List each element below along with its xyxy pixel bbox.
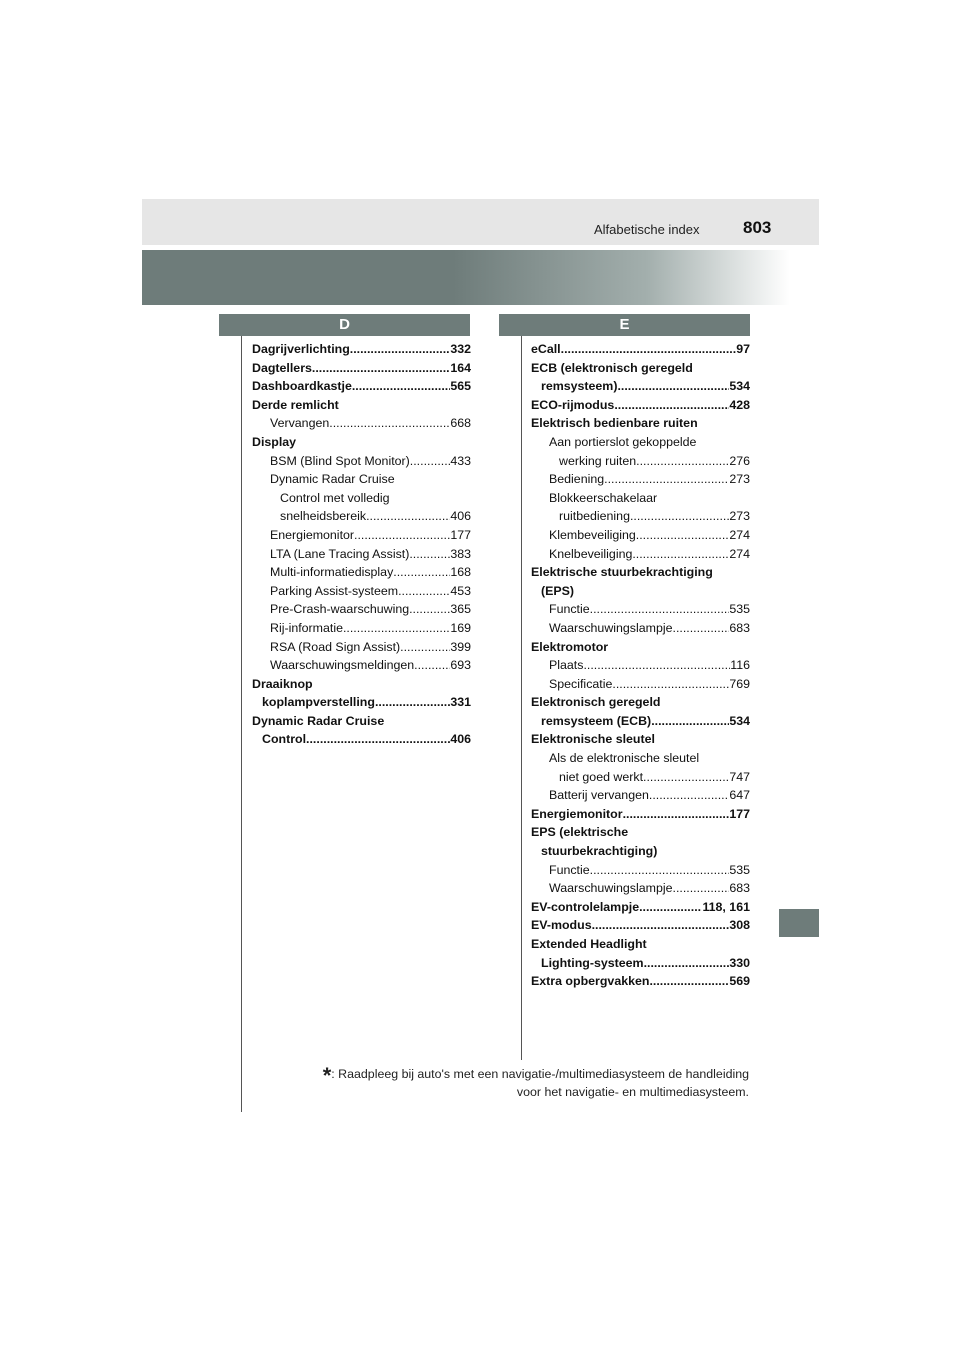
index-entry bbox=[531, 563, 750, 600]
index-entry-line bbox=[531, 600, 750, 619]
index-entry-line bbox=[252, 340, 471, 359]
page-ref: 693 bbox=[450, 658, 471, 673]
dot-leader bbox=[409, 600, 450, 619]
index-term: ruitbediening bbox=[559, 509, 630, 524]
index-entry-line bbox=[531, 972, 750, 991]
index-term: Waarschuwingsmeldingen bbox=[270, 658, 415, 673]
index-term: remsysteem) bbox=[541, 379, 618, 394]
dot-leader bbox=[329, 414, 450, 433]
index-entry bbox=[531, 898, 750, 917]
column-divider-left bbox=[241, 336, 242, 1112]
index-term: Elektronisch geregeld bbox=[531, 695, 661, 710]
page-ref: 169 bbox=[450, 620, 471, 635]
index-entry bbox=[531, 600, 750, 619]
page-ref: 177 bbox=[450, 527, 471, 542]
index-term: Dagtellers bbox=[252, 360, 312, 375]
index-entry bbox=[531, 470, 750, 489]
page-ref: 383 bbox=[450, 546, 471, 561]
index-entry-line bbox=[252, 638, 471, 657]
index-term: Batterij vervangen bbox=[549, 788, 649, 803]
index-term: Energiemonitor bbox=[270, 527, 355, 542]
section-title: Alfabetische index bbox=[594, 222, 700, 237]
page-ref: 565 bbox=[450, 379, 471, 394]
index-entry-line bbox=[531, 452, 750, 471]
index-entry bbox=[531, 396, 750, 415]
chapter-side-tab bbox=[779, 909, 819, 937]
index-term: Control met volledig bbox=[280, 490, 390, 505]
page-ref: 406 bbox=[450, 509, 471, 524]
index-entry bbox=[252, 433, 471, 452]
index-entry-line bbox=[531, 786, 750, 805]
index-letter-e: E bbox=[499, 314, 750, 336]
index-entry-line bbox=[252, 526, 471, 545]
index-entry bbox=[531, 545, 750, 564]
index-entry-line bbox=[252, 693, 471, 712]
index-entry-line bbox=[252, 377, 471, 396]
index-entry bbox=[531, 879, 750, 898]
index-term: Elektromotor bbox=[531, 639, 609, 654]
page-ref: 406 bbox=[450, 732, 471, 747]
index-term: Knelbeveiliging bbox=[549, 546, 633, 561]
index-term: LTA (Lane Tracing Assist) bbox=[270, 546, 410, 561]
index-entry-line bbox=[531, 340, 750, 359]
index-term: eCall bbox=[531, 342, 561, 356]
index-entry bbox=[252, 712, 471, 749]
page-ref: 164 bbox=[450, 360, 471, 375]
page-ref: 683 bbox=[729, 620, 750, 635]
index-entry-line bbox=[252, 730, 471, 749]
index-entry-line bbox=[252, 582, 471, 601]
dot-leader bbox=[366, 507, 450, 526]
index-term: Waarschuwingslampje bbox=[549, 881, 673, 896]
dot-leader bbox=[410, 452, 451, 471]
index-entry-line bbox=[252, 414, 471, 433]
page-ref: 274 bbox=[729, 546, 750, 561]
index-entry bbox=[531, 433, 750, 470]
index-term: Blokkeerschakelaar bbox=[549, 490, 658, 505]
dot-leader bbox=[375, 693, 450, 712]
dot-leader bbox=[343, 619, 450, 638]
dot-leader bbox=[592, 916, 730, 935]
page-ref: 399 bbox=[450, 639, 471, 654]
index-entry bbox=[252, 526, 471, 545]
index-term: Specificatie bbox=[549, 676, 613, 691]
page-ref: 330 bbox=[729, 955, 750, 970]
index-term: (EPS) bbox=[541, 583, 575, 598]
page-ref: 97 bbox=[736, 342, 750, 356]
index-term: Dagrijverlichting bbox=[252, 342, 350, 356]
index-term: niet goed werkt bbox=[559, 769, 644, 784]
index-term: stuurbekrachtiging) bbox=[541, 844, 658, 859]
dot-leader bbox=[649, 972, 729, 991]
dot-leader bbox=[354, 526, 450, 545]
dot-leader bbox=[350, 340, 451, 359]
index-term: RSA (Road Sign Assist) bbox=[270, 639, 401, 654]
index-term: Plaats bbox=[549, 658, 584, 673]
page-ref: 683 bbox=[729, 881, 750, 896]
page-ref: 534 bbox=[729, 713, 750, 728]
page-ref: 308 bbox=[729, 918, 750, 933]
index-term: Functie bbox=[549, 862, 590, 877]
dot-leader bbox=[312, 359, 450, 378]
index-term: Dynamic Radar Cruise bbox=[252, 713, 385, 728]
index-term: ECB (elektronisch geregeld bbox=[531, 360, 693, 375]
dot-leader bbox=[352, 377, 450, 396]
index-entry bbox=[531, 749, 750, 786]
dot-leader bbox=[649, 786, 729, 805]
page-ref: 276 bbox=[729, 453, 750, 468]
index-entry-line bbox=[531, 619, 750, 638]
index-entry bbox=[531, 823, 750, 860]
index-entry bbox=[531, 972, 750, 991]
index-term: Energiemonitor bbox=[531, 806, 623, 821]
header-bar bbox=[142, 199, 819, 245]
index-entry bbox=[252, 600, 471, 619]
index-column-e bbox=[531, 340, 750, 991]
page-ref: 331 bbox=[450, 695, 471, 710]
index-term: Elektrische stuurbekrachtiging bbox=[531, 565, 713, 580]
page-ref: 535 bbox=[729, 862, 750, 877]
dot-leader bbox=[651, 712, 729, 731]
index-entry-line bbox=[531, 954, 750, 973]
index-term: Elektronische sleutel bbox=[531, 732, 655, 747]
page-ref: 647 bbox=[729, 788, 750, 803]
index-entry bbox=[531, 638, 750, 657]
dot-leader bbox=[604, 470, 729, 489]
dot-leader bbox=[623, 805, 730, 824]
index-entry-line bbox=[531, 861, 750, 880]
dot-leader bbox=[400, 638, 450, 657]
dot-leader bbox=[673, 879, 730, 898]
index-entry bbox=[531, 805, 750, 824]
index-term: EPS (elektrische bbox=[531, 825, 629, 840]
index-term: ECO-rijmodus bbox=[531, 397, 615, 412]
dot-leader bbox=[612, 675, 729, 694]
index-entry bbox=[531, 861, 750, 880]
index-entry-line bbox=[531, 898, 750, 917]
page-ref: 453 bbox=[450, 583, 471, 598]
page-ref: 273 bbox=[729, 472, 750, 487]
index-entry-line bbox=[531, 377, 750, 396]
index-entry bbox=[531, 489, 750, 526]
dot-leader bbox=[306, 730, 450, 749]
footnote-marker: * bbox=[322, 1063, 332, 1088]
page-number: 803 bbox=[743, 218, 772, 237]
page-ref: 747 bbox=[729, 769, 750, 784]
dot-leader bbox=[590, 861, 730, 880]
index-term: koplampverstelling bbox=[262, 695, 375, 710]
index-entry-line bbox=[531, 879, 750, 898]
index-term: Rij-informatie bbox=[270, 620, 343, 635]
index-entry bbox=[531, 619, 750, 638]
dot-leader bbox=[636, 526, 730, 545]
index-term: Functie bbox=[549, 602, 590, 617]
index-term: Waarschuwingslampje bbox=[549, 620, 673, 635]
dot-leader bbox=[644, 954, 730, 973]
index-term: Lighting-systeem bbox=[541, 955, 644, 970]
index-entry bbox=[252, 470, 471, 526]
dot-leader bbox=[414, 656, 450, 675]
index-entry bbox=[252, 452, 471, 471]
dot-leader bbox=[583, 656, 730, 675]
index-entry-line bbox=[531, 507, 750, 526]
index-term: Dynamic Radar Cruise bbox=[270, 472, 395, 487]
dot-leader bbox=[393, 563, 450, 582]
index-entry-line bbox=[252, 359, 471, 378]
index-entry-line bbox=[531, 526, 750, 545]
index-term: Elektrisch bedienbare ruiten bbox=[531, 416, 698, 431]
index-term: werking ruiten bbox=[559, 453, 637, 468]
index-letter-d: D bbox=[219, 314, 470, 336]
index-term: Dashboardkastje bbox=[252, 379, 352, 394]
index-entry bbox=[252, 582, 471, 601]
index-entry bbox=[531, 414, 750, 433]
index-term: Control bbox=[262, 732, 307, 747]
page-ref: 177 bbox=[729, 806, 750, 821]
index-term: Parking Assist-systeem bbox=[270, 583, 399, 598]
index-term: Aan portierslot gekoppelde bbox=[549, 434, 697, 449]
index-term: Vervangen bbox=[270, 416, 330, 431]
index-term: BSM (Blind Spot Monitor) bbox=[270, 453, 410, 468]
index-entry-line bbox=[531, 805, 750, 824]
dot-leader bbox=[643, 768, 729, 787]
index-entry bbox=[252, 377, 471, 396]
index-term: Draaiknop bbox=[252, 676, 313, 691]
index-entry bbox=[252, 359, 471, 378]
index-entry bbox=[531, 786, 750, 805]
footnote-line-2: voor het navigatie- en multimediasysteem. bbox=[516, 1085, 749, 1099]
index-entry bbox=[531, 916, 750, 935]
index-entry-line bbox=[531, 656, 750, 675]
index-entry bbox=[252, 414, 471, 433]
index-entry bbox=[531, 693, 750, 730]
index-entry bbox=[252, 396, 471, 415]
page-ref: 118, 161 bbox=[702, 899, 750, 914]
index-entry bbox=[252, 563, 471, 582]
index-entry bbox=[252, 340, 471, 359]
dot-leader bbox=[636, 452, 729, 471]
index-entry-line bbox=[531, 545, 750, 564]
page-ref: 769 bbox=[729, 676, 750, 691]
page-ref: 332 bbox=[450, 342, 471, 356]
index-entry bbox=[531, 675, 750, 694]
index-entry-line bbox=[531, 396, 750, 415]
index-entry-line bbox=[252, 600, 471, 619]
dot-leader bbox=[632, 545, 729, 564]
index-entry bbox=[252, 638, 471, 657]
index-term: EV-controlelampje bbox=[531, 899, 640, 914]
index-term: EV-modus bbox=[531, 918, 592, 933]
page-ref: 534 bbox=[729, 379, 750, 394]
dot-leader bbox=[614, 396, 729, 415]
index-entry-line bbox=[531, 916, 750, 935]
page-ref: 668 bbox=[450, 416, 471, 431]
dot-leader bbox=[561, 340, 737, 359]
index-entry bbox=[252, 656, 471, 675]
dot-leader bbox=[639, 898, 702, 917]
page-ref: 365 bbox=[450, 602, 471, 617]
index-term: Derde remlicht bbox=[252, 397, 339, 412]
index-term: Bediening bbox=[549, 472, 605, 487]
index-entry-line bbox=[252, 452, 471, 471]
index-term: Als de elektronische sleutel bbox=[549, 751, 700, 766]
index-entry-line bbox=[531, 768, 750, 787]
index-entry bbox=[531, 656, 750, 675]
page-ref: 535 bbox=[729, 602, 750, 617]
footnote bbox=[279, 1063, 749, 1101]
column-divider-middle bbox=[521, 336, 522, 1060]
page-ref: 428 bbox=[729, 397, 750, 412]
index-entry-line bbox=[252, 563, 471, 582]
index-entry-line bbox=[252, 545, 471, 564]
page-ref: 569 bbox=[729, 974, 750, 989]
index-entry bbox=[531, 340, 750, 359]
page-ref: 274 bbox=[729, 527, 750, 542]
index-entry bbox=[531, 935, 750, 972]
page-ref: 273 bbox=[729, 509, 750, 524]
page-ref: 433 bbox=[450, 453, 471, 468]
index-entry bbox=[252, 619, 471, 638]
index-term: remsysteem (ECB) bbox=[541, 713, 652, 728]
index-entry-line bbox=[252, 619, 471, 638]
dot-leader bbox=[617, 377, 729, 396]
index-term: snelheidsbereik bbox=[280, 509, 367, 524]
index-entry-line bbox=[252, 656, 471, 675]
index-term: Pre-Crash-waarschuwing bbox=[270, 602, 410, 617]
index-entry bbox=[252, 675, 471, 712]
index-term: Extra opbergvakken bbox=[531, 974, 650, 989]
index-entry-line bbox=[531, 712, 750, 731]
dot-leader bbox=[630, 507, 729, 526]
index-column-d bbox=[252, 340, 471, 749]
chapter-band bbox=[142, 250, 790, 305]
index-term: Extended Headlight bbox=[531, 937, 647, 951]
dot-leader bbox=[590, 600, 730, 619]
index-entry-line bbox=[252, 507, 471, 526]
index-entry bbox=[531, 526, 750, 545]
dot-leader bbox=[673, 619, 730, 638]
index-term: Display bbox=[252, 434, 297, 449]
dot-leader bbox=[398, 582, 450, 601]
index-entry bbox=[531, 359, 750, 396]
page-ref: 168 bbox=[450, 565, 471, 580]
dot-leader bbox=[409, 545, 450, 564]
page-ref: 116 bbox=[730, 658, 750, 673]
index-term: Klembeveiliging bbox=[549, 527, 636, 542]
index-entry bbox=[531, 730, 750, 749]
footnote-line-1 bbox=[279, 1063, 749, 1088]
footnote-text-1: : Raadpleeg bij auto's met een navigatie-/multimediasysteem de handleiding bbox=[331, 1067, 749, 1081]
index-term: Multi-informatiedisplay bbox=[270, 565, 394, 580]
index-entry-line bbox=[531, 470, 750, 489]
index-entry bbox=[252, 545, 471, 564]
index-entry-line bbox=[531, 675, 750, 694]
